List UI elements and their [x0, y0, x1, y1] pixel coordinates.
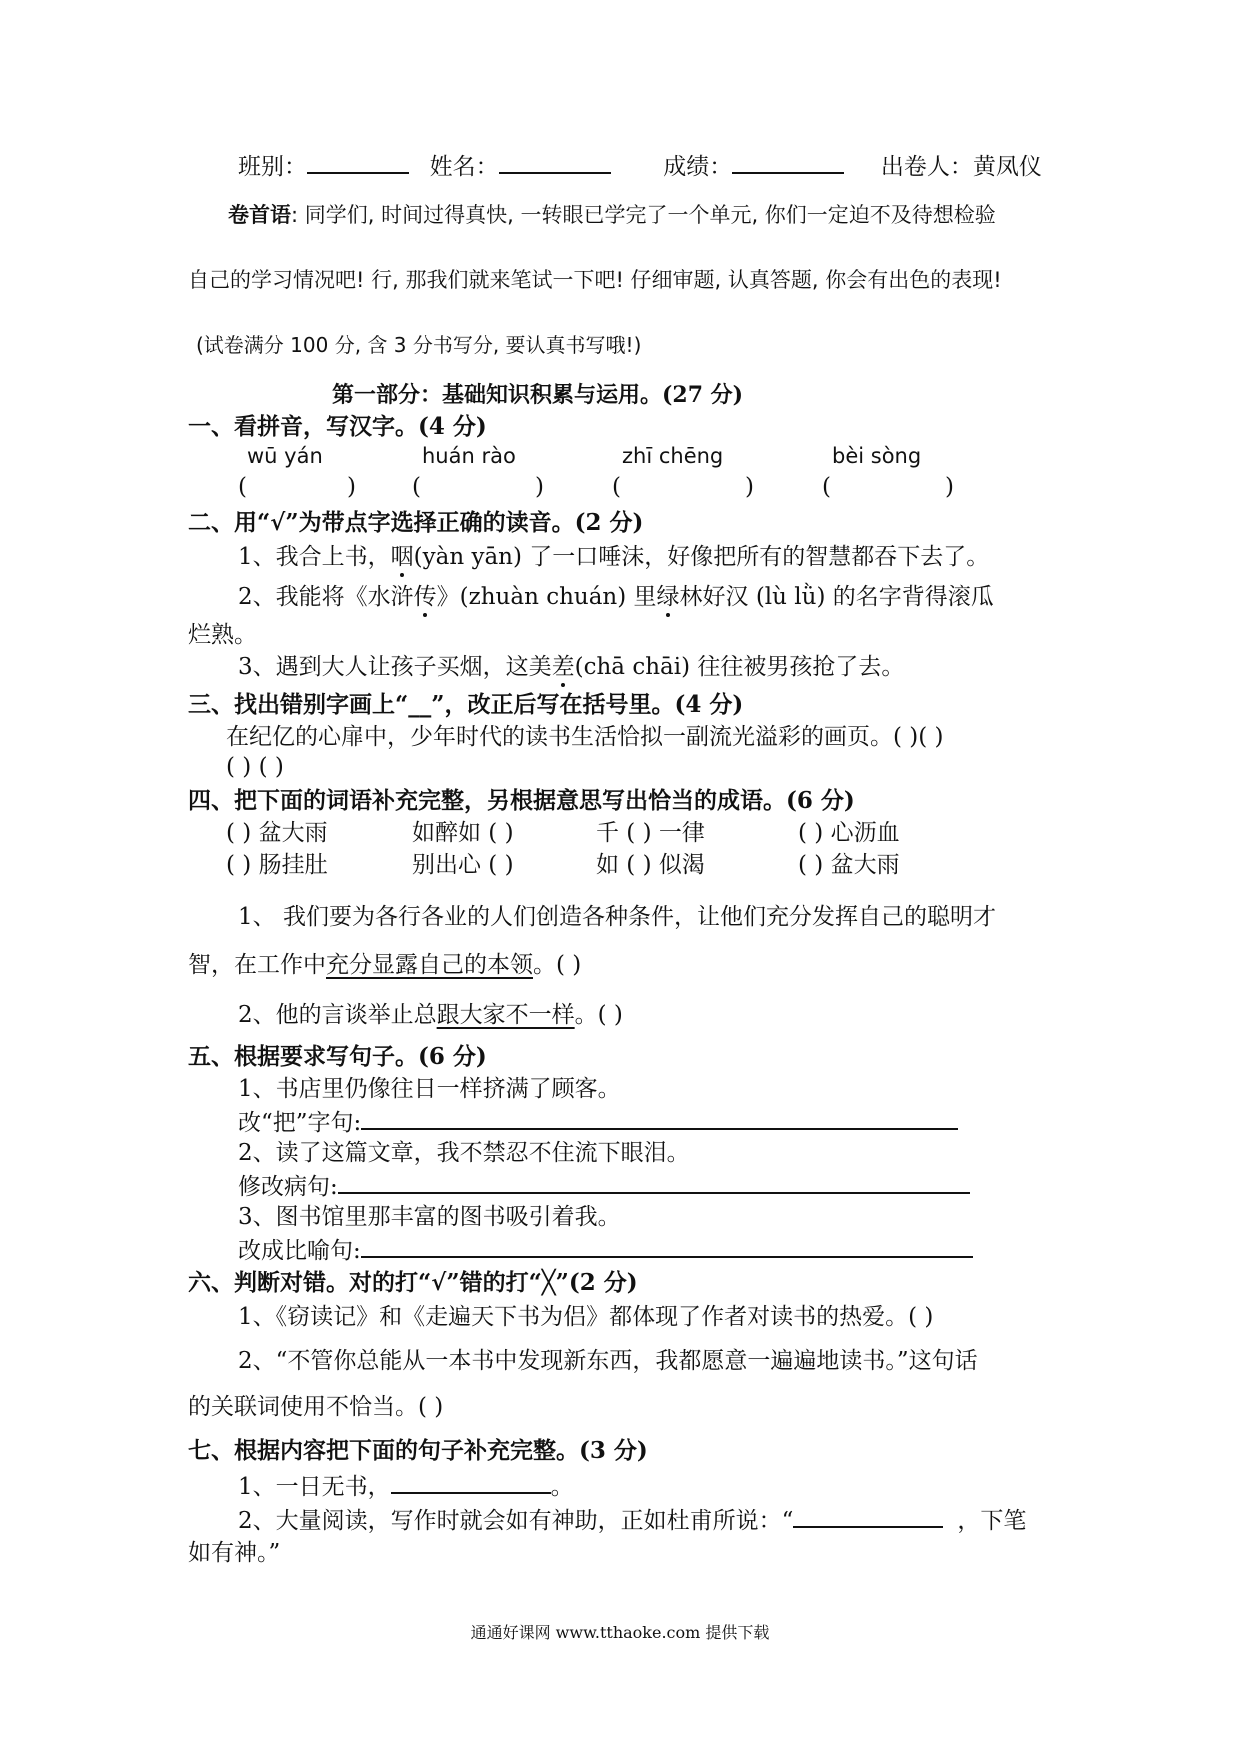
intro-note: (试卷满分 100 分, 含 3 分书写分, 要认真书写哦!) — [196, 333, 642, 357]
q5-item-1: 1、书店里仍像往日一样挤满了顾客。 — [238, 1076, 621, 1102]
q5-item-2: 2、读了这篇文章，我不禁忍不住流下眼泪。 — [238, 1140, 690, 1166]
q1-answer-4[interactable]: ( — [822, 474, 831, 500]
underlined-phrase: 跟大家不一样 — [436, 1002, 575, 1028]
q1-answer-2[interactable]: ( — [412, 474, 421, 500]
score-field[interactable] — [732, 150, 844, 174]
class-field[interactable] — [307, 150, 409, 174]
q2-item-2: 2、我能将《水浒传》(zhuàn chuán) 里绿林好汉 (lù lǜ) 的名字背得滚瓜 — [238, 584, 994, 610]
idiom-blank[interactable]: ( ) 肠挂肚 — [226, 852, 328, 878]
dotted-char: 绿 — [656, 584, 680, 610]
dotted-char: 差 — [551, 654, 575, 680]
part1-title: 第一部分：基础知识积累与运用。(27 分) — [332, 382, 744, 408]
intro-text-1: : 同学们, 时间过得真快, 一转眼已学完了一个单元, 你们一定迫不及待想检验 — [291, 203, 996, 227]
q7-item-1: 1、一日无书， 。 — [238, 1470, 574, 1502]
q1-pinyin-4: bèi sòng — [832, 444, 922, 468]
name-field[interactable] — [499, 150, 611, 174]
answer-line[interactable] — [793, 1504, 943, 1528]
q1-pinyin-1: wū yán — [247, 444, 323, 468]
intro-lead: 卷首语 — [228, 203, 291, 227]
q4-item-2: 2、他的言谈举止总跟大家不一样。( ) — [238, 1002, 623, 1028]
answer-line[interactable] — [361, 1106, 958, 1130]
q4-item-1-cont: 智，在工作中充分显露自己的本领。( ) — [188, 952, 582, 978]
q1-title: 一、看拼音，写汉字。(4 分) — [188, 413, 487, 440]
dotted-char: 咽 — [390, 544, 414, 570]
q1-pinyin-2: huán rào — [422, 444, 516, 468]
idiom-blank[interactable]: 如 ( ) 似渴 — [596, 852, 705, 878]
class-label: 班别： — [238, 154, 307, 180]
q6-title: 六、判断对错。对的打“√”错的打“╳”(2 分) — [188, 1269, 638, 1296]
idiom-blank[interactable]: 别出心 ( ) — [412, 852, 514, 878]
q4-title: 四、把下面的词语补充完整，另根据意思写出恰当的成语。(6 分) — [188, 787, 855, 814]
idiom-blank[interactable]: 如醉如 ( ) — [412, 820, 514, 846]
q5-item-3: 3、图书馆里那丰富的图书吸引着我。 — [238, 1204, 621, 1230]
q2-item-3: 3、遇到大人让孩子买烟，这美差(chā chāi) 往往被男孩抢了去。 — [238, 654, 905, 680]
q5-answer-2: 修改病句: — [238, 1170, 970, 1202]
intro-text-2: 自己的学习情况吧! 行, 那我们就来笔试一下吧! 仔细审题, 认真答题, 你会有出色的表现! — [188, 268, 1002, 292]
q3-title: 三、找出错别字画上“__”，改正后写在括号里。(4 分) — [188, 691, 744, 718]
q5-answer-1: 改“把”字句: — [238, 1106, 958, 1138]
name-label: 姓名： — [429, 154, 499, 180]
q2-title: 二、用“√”为带点字选择正确的读音。(2 分) — [188, 509, 644, 536]
q1-answer-1[interactable]: ( — [238, 474, 247, 500]
q4-item-1: 1、 我们要为各行各业的人们创造各种条件，让他们充分发挥自己的聪明才 — [238, 904, 996, 930]
score-label: 成绩： — [663, 154, 733, 180]
q6-item-1[interactable]: 1、《窃读记》和《走遍天下书为侣》都体现了作者对读书的热爱。( ) — [238, 1304, 934, 1330]
q5-answer-3: 改成比喻句: — [238, 1234, 973, 1266]
q6-item-2-cont[interactable]: 的关联词使用不恰当。( ) — [188, 1394, 444, 1420]
idiom-blank[interactable]: ( ) 盆大雨 — [226, 820, 328, 846]
idiom-blank[interactable]: 千 ( ) 一律 — [596, 820, 705, 846]
q2-item-2-cont: 烂熟。 — [188, 622, 257, 648]
q3-line-2: ( ) ( ) — [226, 754, 284, 780]
q7-item-2-cont: 如有神。” — [188, 1540, 281, 1566]
answer-line[interactable] — [361, 1234, 973, 1258]
page-footer: 通通好课网 www.tthaoke.com 提供下载 — [470, 1623, 770, 1642]
intro-line-1 — [228, 200, 996, 230]
dotted-char: 传 — [413, 584, 437, 610]
author-label: 出卷人：黄凤仪 — [880, 154, 1042, 180]
q7-title: 七、根据内容把下面的句子补充完整。(3 分) — [188, 1437, 648, 1464]
q1-pinyin-3: zhī chēng — [622, 444, 724, 468]
intro-line-2 — [188, 265, 1002, 295]
q3-line-1: 在纪亿的心扉中，少年时代的读书生活恰拟一副流光溢彩的画页。( )( ) — [226, 724, 944, 750]
q7-item-2: 2、大量阅读，写作时就会如有神助，正如杜甫所说：“ ，下笔 — [238, 1504, 1026, 1536]
idiom-blank[interactable]: ( ) 盆大雨 — [798, 852, 900, 878]
q2-item-1: 1、我合上书，咽(yàn yān) 了一口唾沫，好像把所有的智慧都吞下去了。 — [238, 544, 990, 570]
answer-line[interactable] — [391, 1470, 551, 1494]
q1-answer-3[interactable]: ( — [612, 474, 621, 500]
q6-item-2: 2、“不管你总能从一本书中发现新东西，我都愿意一遍遍地读书。”这句话 — [238, 1348, 978, 1374]
underlined-phrase: 充分显露自己的本领 — [326, 952, 533, 978]
q5-title: 五、根据要求写句子。(6 分) — [188, 1043, 487, 1070]
idiom-blank[interactable]: ( ) 心沥血 — [798, 820, 900, 846]
answer-line[interactable] — [338, 1170, 970, 1194]
header-line — [238, 150, 1042, 182]
